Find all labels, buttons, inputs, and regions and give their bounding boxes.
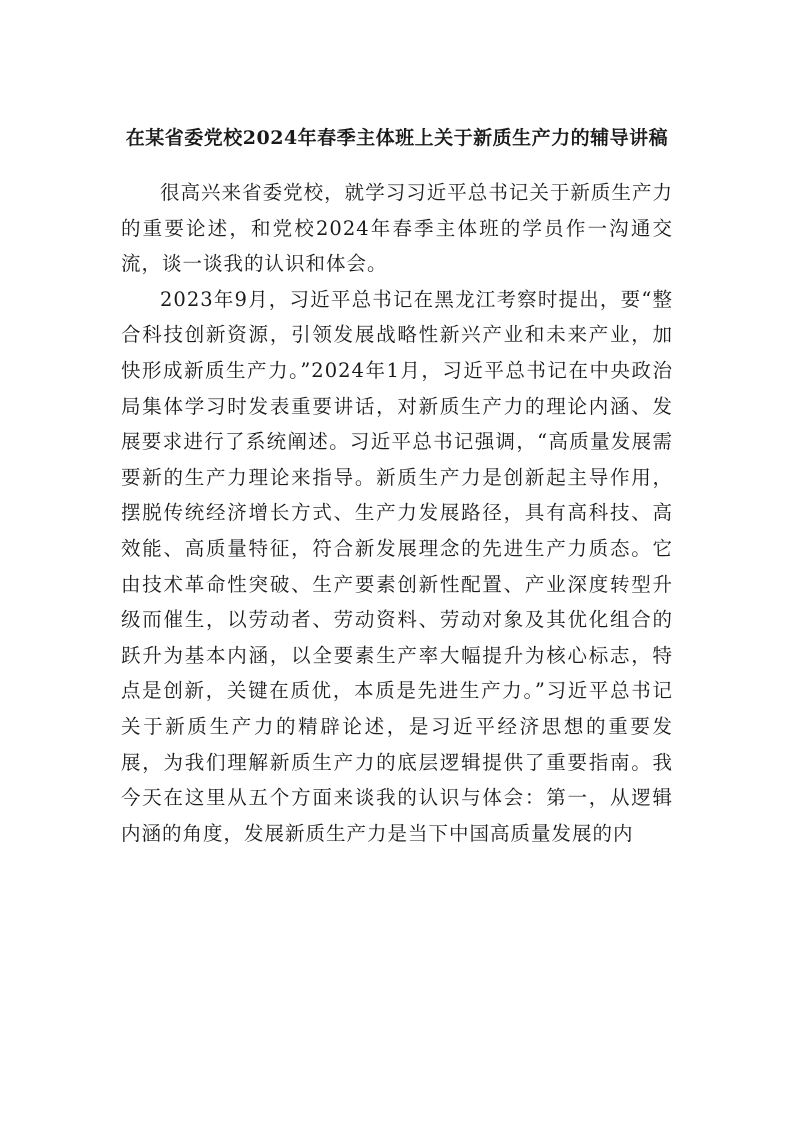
document-body xyxy=(121,175,673,851)
paragraph-intro: 很高兴来省委党校，就学习习近平总书记关于新质生产力的重要论述，和党校2024年春季主体班的学员作一沟通交流，谈一谈我的认识和体会。 xyxy=(121,181,673,276)
document-page xyxy=(121,118,673,851)
paragraph-main: 2023年9月，习近平总书记在黑龙江考察时提出，要“整合科技创新资源，引领发展战略性新兴产业和未来产业，加快形成新质生产力。”2024年1月，习近平总书记在中央政治局集体学习时发表重要讲话，对新质生产力的理论内涵、发展要求进行了系统阐述。习近平总书记强调，“高质量发展需要新的生产力理论来指导。新质生产力是创新起主导作用，摆脱传统经济增长方式、生产力发展路径，具有高科技、高效能、高质量特征，符合新发展理念的先进生产力质态。它由技术革命性突破、生产要素创新性配置、产业深度转型升级而催生，以劳动者、劳动资料、劳动对象及其优化组合的跃升为基本内涵，以全要素生产率大幅提升为核心标志，特点是创新，关键在质优，本质是先进生产力。”习近平总书记关于新质生产力的精辟论述，是习近平经济思想的重要发展，为我们理解新质生产力的底层逻辑提供了重要指南。我今天在这里从五个方面来谈我的认识与体会：第一，从逻辑内涵的角度，发展新质生产力是当下中国高质量发展的内 xyxy=(121,287,673,845)
document-title: 在某省委党校2024年春季主体班上关于新质生产力的辅导讲稿 xyxy=(125,127,669,149)
